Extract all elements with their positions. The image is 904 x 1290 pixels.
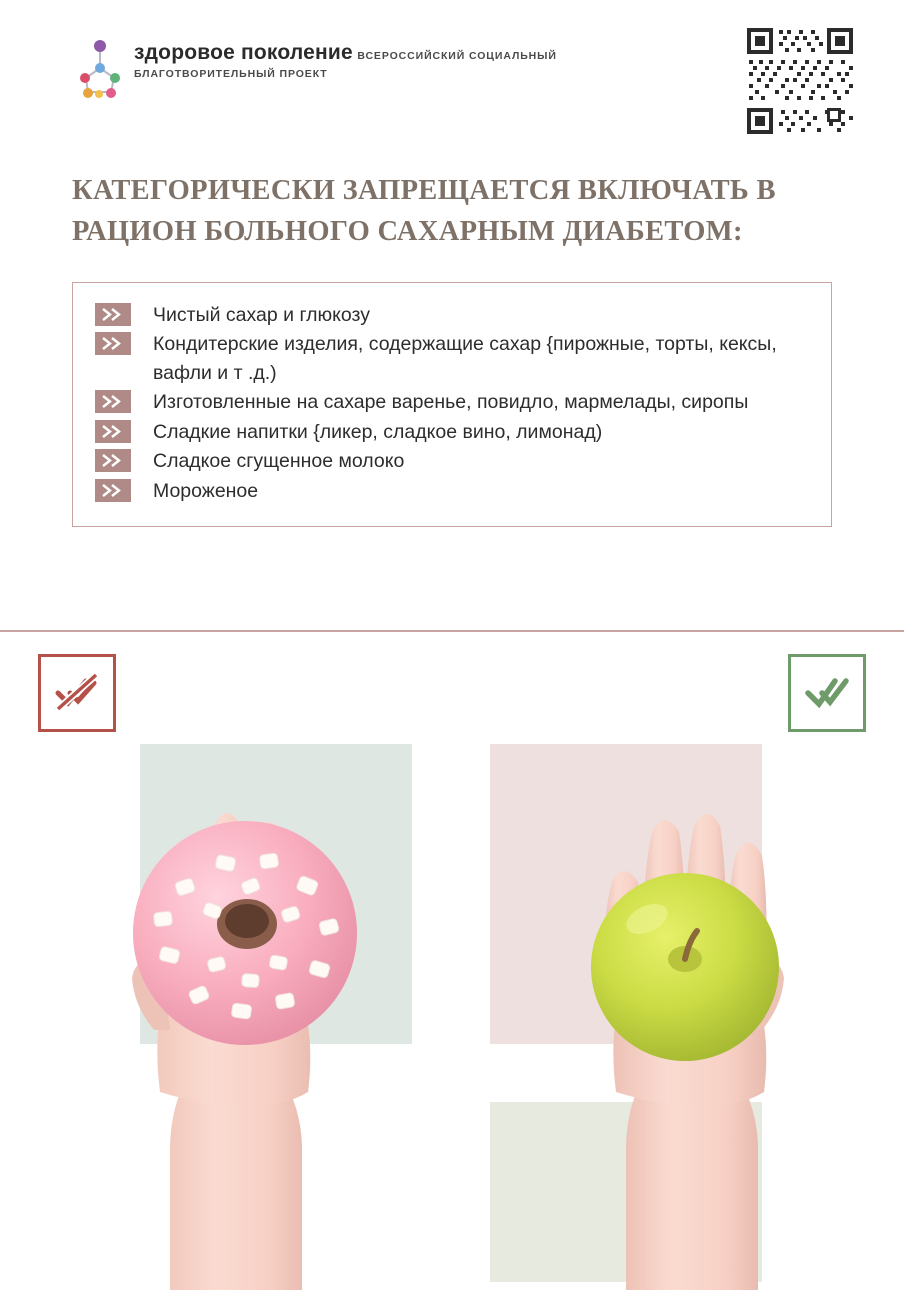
double-chevron-icon bbox=[95, 390, 131, 413]
list-item bbox=[95, 388, 809, 416]
double-chevron-icon bbox=[95, 420, 131, 443]
double-chevron-icon bbox=[95, 303, 131, 326]
brand-subtitle-line2: БЛАГОТВОРИТЕЛЬНЫЙ ПРОЕКТ bbox=[134, 68, 328, 81]
forbidden-foods-list bbox=[95, 301, 809, 505]
double-chevron-icon bbox=[95, 332, 131, 355]
double-check-icon bbox=[788, 654, 866, 732]
molecule-logo-icon bbox=[78, 38, 122, 100]
list-item-label: Мороженое bbox=[153, 479, 259, 502]
list-item bbox=[95, 418, 809, 446]
list-item bbox=[95, 330, 809, 387]
list-item-label: Изготовленные на сахаре варенье, повидло, мармелады, сиропы bbox=[153, 391, 749, 414]
qr-code-icon[interactable] bbox=[741, 22, 859, 140]
list-item-label: Сладкие напитки {ликер, сладкое вино, лимонад) bbox=[153, 420, 603, 443]
green-apple-image bbox=[585, 867, 785, 1072]
comparison-section bbox=[0, 632, 904, 1280]
list-item-label: Сладкое сгущенное молоко bbox=[153, 450, 405, 473]
list-item bbox=[95, 477, 809, 505]
list-item-label: Чистый сахар и глюкозу bbox=[153, 304, 370, 326]
list-item-label: Кондитерские изделия, содержащие сахар {пирожные, торты, кексы, вафли и т .д.) bbox=[153, 333, 777, 384]
list-item bbox=[95, 301, 809, 329]
forbidden-foods-box bbox=[72, 282, 832, 527]
pink-donut-image bbox=[120, 808, 370, 1063]
double-chevron-icon bbox=[95, 449, 131, 472]
brand-title: здоровое поколение bbox=[134, 41, 353, 64]
list-item bbox=[95, 447, 809, 475]
brand-logo bbox=[78, 38, 557, 100]
crossed-check-icon bbox=[38, 654, 116, 732]
brand-subtitle-line1: ВСЕРОССИЙСКИЙ СОЦИАЛЬНЫЙ bbox=[357, 50, 557, 62]
double-chevron-icon bbox=[95, 479, 131, 502]
page-title: КАТЕГОРИЧЕСКИ ЗАПРЕЩАЕТСЯ ВКЛЮЧАТЬ В РАЦИОН БОЛЬНОГО САХАРНЫМ ДИАБЕТОМ: bbox=[72, 175, 776, 247]
page-header bbox=[0, 0, 904, 140]
